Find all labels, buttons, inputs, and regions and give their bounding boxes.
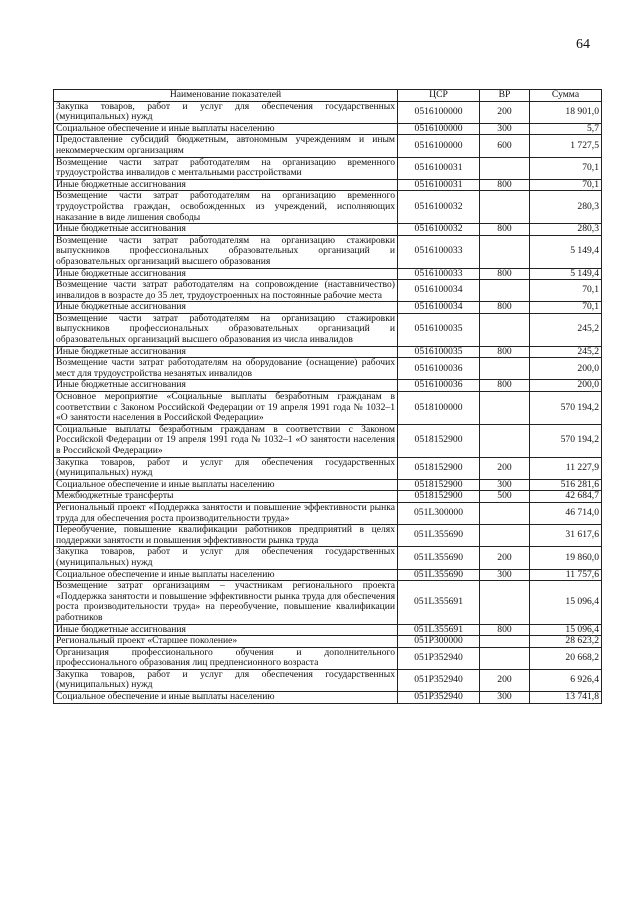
row-vr (480, 525, 530, 547)
table-row (54, 235, 602, 268)
row-csr: 0516100033 (398, 268, 480, 280)
row-sum: 31 617,6 (530, 525, 602, 547)
row-csr: 0516100031 (398, 179, 480, 191)
table-row (54, 547, 602, 569)
table-row (54, 346, 602, 358)
table-row (54, 302, 602, 314)
row-name: Переобучение, повышение квалификации работников предприятий в целях поддержки занятости и повышения эффективности рынка труда (54, 525, 398, 547)
row-vr: 300 (480, 692, 530, 704)
row-vr: 300 (480, 479, 530, 491)
row-csr: 051P352940 (398, 647, 480, 669)
row-vr (480, 280, 530, 302)
row-vr: 300 (480, 569, 530, 581)
row-vr (480, 235, 530, 268)
row-sum: 70,1 (530, 280, 602, 302)
row-sum: 245,2 (530, 346, 602, 358)
row-sum: 20 668,2 (530, 647, 602, 669)
row-sum: 70,1 (530, 302, 602, 314)
row-vr (480, 636, 530, 648)
row-vr: 600 (480, 135, 530, 157)
table-row (54, 457, 602, 479)
header-csr: ЦСР (398, 90, 480, 102)
row-vr (480, 424, 530, 457)
table-row (54, 647, 602, 669)
row-csr: 0518100000 (398, 392, 480, 425)
row-vr (480, 392, 530, 425)
table-row (54, 491, 602, 503)
table-row (54, 313, 602, 346)
row-name: Региональный проект «Поддержка занятости и повышение эффективности рынка труда для обеспечения роста производительности труда» (54, 502, 398, 524)
row-sum: 18 901,0 (530, 101, 602, 123)
row-name: Закупка товаров, работ и услуг для обеспечения государственных (муниципальных) нужд (54, 457, 398, 479)
row-name: Возмещение части затрат работодателям на организацию временного трудоустройства инвалидов с ментальными расстройствами (54, 157, 398, 179)
table-row (54, 224, 602, 236)
table-row (54, 358, 602, 380)
row-csr: 0518152900 (398, 457, 480, 479)
row-csr: 0516100032 (398, 191, 480, 224)
row-sum: 19 860,0 (530, 547, 602, 569)
row-name: Возмещение части затрат работодателям на организацию стажировки выпускников профессиональных образовательных организаций и образовательных организаций высшего образования из числа инвалидов (54, 313, 398, 346)
row-sum: 1 727,5 (530, 135, 602, 157)
header-vr: ВР (480, 90, 530, 102)
row-csr: 0516100031 (398, 157, 480, 179)
row-name: Региональный проект «Старшее поколение» (54, 636, 398, 648)
table-row (54, 669, 602, 691)
row-name: Возмещение части затрат работодателям на организацию стажировки выпускников профессиональных образовательных организаций и образовательных организаций высшего образования (54, 235, 398, 268)
table-row (54, 479, 602, 491)
row-csr: 0516100033 (398, 235, 480, 268)
row-csr: 051P300000 (398, 636, 480, 648)
row-name: Возмещение части затрат работодателям на оборудование (оснащение) рабочих мест для трудоустройства незанятых инвалидов (54, 358, 398, 380)
row-sum: 280,3 (530, 191, 602, 224)
table-row (54, 581, 602, 624)
row-csr: 0518152900 (398, 479, 480, 491)
row-name: Социальное обеспечение и иные выплаты населению (54, 479, 398, 491)
row-name: Иные бюджетные ассигнования (54, 224, 398, 236)
row-sum: 70,1 (530, 157, 602, 179)
page-number: 64 (576, 37, 590, 52)
row-name: Иные бюджетные ассигнования (54, 302, 398, 314)
row-name: Межбюджетные трансферты (54, 491, 398, 503)
row-csr: 0516100000 (398, 123, 480, 135)
row-vr: 800 (480, 624, 530, 636)
row-sum: 5 149,4 (530, 268, 602, 280)
row-name: Организация профессионального обучения и дополнительного профессионального образования лиц предпенсионного возраста (54, 647, 398, 669)
row-sum: 570 194,2 (530, 392, 602, 425)
row-vr: 800 (480, 380, 530, 392)
row-sum: 200,0 (530, 380, 602, 392)
row-csr: 0518152900 (398, 424, 480, 457)
row-name: Закупка товаров, работ и услуг для обеспечения государственных (муниципальных) нужд (54, 669, 398, 691)
table-row (54, 502, 602, 524)
row-csr: 051L355690 (398, 525, 480, 547)
row-csr: 051P352940 (398, 692, 480, 704)
row-csr: 051L355691 (398, 581, 480, 624)
table-row (54, 123, 602, 135)
table-row (54, 135, 602, 157)
row-vr (480, 502, 530, 524)
row-name: Социальное обеспечение и иные выплаты населению (54, 692, 398, 704)
table-row (54, 636, 602, 648)
row-sum: 245,2 (530, 313, 602, 346)
row-vr: 200 (480, 101, 530, 123)
row-name: Социальные выплаты безработным гражданам в соответствии с Законом Российской Федерации от 19 апреля 1991 года № 1032–1 «О занятости населения в Российской Федерации» (54, 424, 398, 457)
row-vr: 800 (480, 302, 530, 314)
row-vr: 200 (480, 547, 530, 569)
row-vr: 500 (480, 491, 530, 503)
row-csr: 051L355690 (398, 547, 480, 569)
row-csr: 051L355690 (398, 569, 480, 581)
row-name: Возмещение части затрат работодателям на сопровождение (наставничество) инвалидов в возрасте до 35 лет, трудоустроенных на постоянные рабочие места (54, 280, 398, 302)
row-csr: 0516100035 (398, 313, 480, 346)
row-sum: 42 684,7 (530, 491, 602, 503)
table-row (54, 392, 602, 425)
row-name: Социальное обеспечение и иные выплаты населению (54, 569, 398, 581)
row-sum: 5,7 (530, 123, 602, 135)
row-name: Основное мероприятие «Социальные выплаты безработным гражданам в соответствии с Законом Российской Федерации от 19 апреля 1991 года № 1032–1 «О занятости населения в Российской Федерации» (54, 392, 398, 425)
row-vr (480, 313, 530, 346)
row-name: Иные бюджетные ассигнования (54, 179, 398, 191)
row-vr: 200 (480, 457, 530, 479)
row-sum: 11 227,9 (530, 457, 602, 479)
row-vr: 800 (480, 346, 530, 358)
row-sum: 200,0 (530, 358, 602, 380)
row-name: Возмещение части затрат работодателям на организацию временного трудоустройства граждан, освобожденных из учреждений, исполняющих наказание в виде лишения свободы (54, 191, 398, 224)
row-sum: 15 096,4 (530, 581, 602, 624)
header-sum: Сумма (530, 90, 602, 102)
table-row (54, 692, 602, 704)
table-row (54, 525, 602, 547)
row-sum: 70,1 (530, 179, 602, 191)
row-name: Иные бюджетные ассигнования (54, 268, 398, 280)
table-row (54, 624, 602, 636)
budget-table (53, 89, 602, 704)
header-name: Наименование показателей (54, 90, 398, 102)
row-vr (480, 581, 530, 624)
table-row (54, 191, 602, 224)
row-csr: 0516100035 (398, 346, 480, 358)
row-name: Иные бюджетные ассигнования (54, 624, 398, 636)
row-sum: 13 741,8 (530, 692, 602, 704)
table-row (54, 280, 602, 302)
row-name: Возмещение затрат организациям – участникам регионального проекта «Поддержка занятости и повышение эффективности рынка труда для обеспечения роста производительности труда» на переобучение, повышение квалификации работников (54, 581, 398, 624)
row-sum: 280,3 (530, 224, 602, 236)
row-csr: 0518152900 (398, 491, 480, 503)
row-vr (480, 157, 530, 179)
table-row (54, 380, 602, 392)
row-csr: 0516100036 (398, 358, 480, 380)
row-sum: 28 623,2 (530, 636, 602, 648)
row-sum: 5 149,4 (530, 235, 602, 268)
table-header-row (54, 90, 602, 102)
row-csr: 051P352940 (398, 669, 480, 691)
row-name: Закупка товаров, работ и услуг для обеспечения государственных (муниципальных) нужд (54, 547, 398, 569)
row-csr: 0516100036 (398, 380, 480, 392)
row-name: Иные бюджетные ассигнования (54, 380, 398, 392)
row-vr: 800 (480, 268, 530, 280)
row-vr (480, 191, 530, 224)
row-csr: 051L300000 (398, 502, 480, 524)
row-vr: 300 (480, 123, 530, 135)
row-csr: 0516100000 (398, 101, 480, 123)
row-vr: 800 (480, 224, 530, 236)
row-sum: 516 281,6 (530, 479, 602, 491)
table-row (54, 179, 602, 191)
row-csr: 0516100034 (398, 302, 480, 314)
row-name: Закупка товаров, работ и услуг для обеспечения государственных (муниципальных) нужд (54, 101, 398, 123)
row-name: Иные бюджетные ассигнования (54, 346, 398, 358)
table-row (54, 424, 602, 457)
row-vr (480, 358, 530, 380)
row-csr: 0516100034 (398, 280, 480, 302)
row-sum: 6 926,4 (530, 669, 602, 691)
table-row (54, 569, 602, 581)
table-row (54, 101, 602, 123)
table-row (54, 157, 602, 179)
table-row (54, 268, 602, 280)
row-name: Предоставление субсидий бюджетным, автономным учреждениям и иным некоммерческим организациям (54, 135, 398, 157)
row-vr (480, 647, 530, 669)
row-csr: 0516100000 (398, 135, 480, 157)
row-vr: 200 (480, 669, 530, 691)
row-vr: 800 (480, 179, 530, 191)
row-sum: 570 194,2 (530, 424, 602, 457)
row-sum: 15 096,4 (530, 624, 602, 636)
row-sum: 11 757,6 (530, 569, 602, 581)
row-name: Социальное обеспечение и иные выплаты населению (54, 123, 398, 135)
row-csr: 0516100032 (398, 224, 480, 236)
row-csr: 051L355691 (398, 624, 480, 636)
row-sum: 46 714,0 (530, 502, 602, 524)
